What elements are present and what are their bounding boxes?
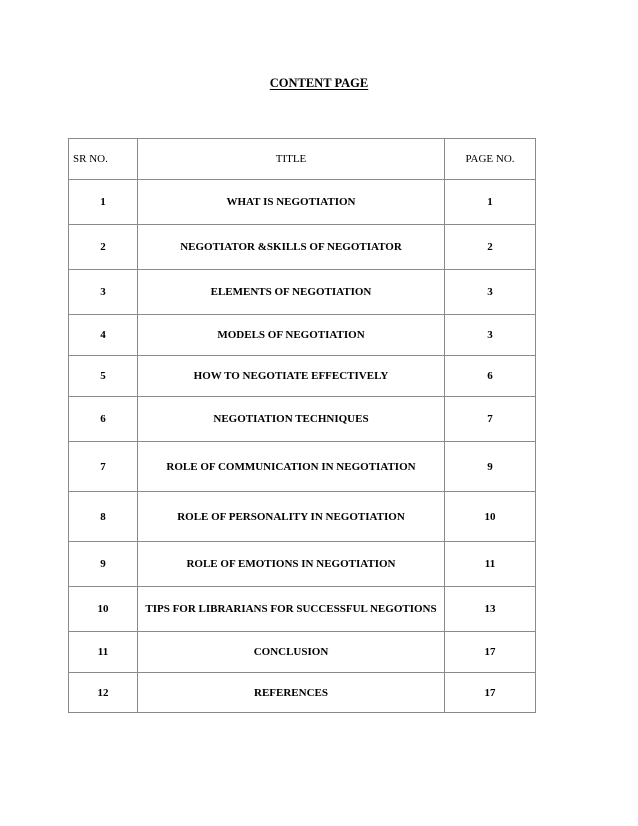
table-row xyxy=(69,492,536,542)
table-row xyxy=(69,632,536,673)
row-page-no: 2 xyxy=(445,225,536,270)
row-sr-no: 1 xyxy=(69,180,138,225)
row-title: ROLE OF COMMUNICATION IN NEGOTIATION xyxy=(138,442,445,492)
table-row xyxy=(69,442,536,492)
row-sr-no: 7 xyxy=(69,442,138,492)
row-title: ELEMENTS OF NEGOTIATION xyxy=(138,270,445,315)
table-row xyxy=(69,356,536,397)
row-sr-no: 3 xyxy=(69,270,138,315)
row-sr-no: 8 xyxy=(69,492,138,542)
header-sr-no: SR NO. xyxy=(69,139,138,180)
row-title: TIPS FOR LIBRARIANS FOR SUCCESSFUL NEGOTIONS xyxy=(138,587,445,632)
row-page-no: 7 xyxy=(445,397,536,442)
row-sr-no: 2 xyxy=(69,225,138,270)
row-title: NEGOTIATOR &SKILLS OF NEGOTIATOR xyxy=(138,225,445,270)
row-page-no: 10 xyxy=(445,492,536,542)
row-page-no: 11 xyxy=(445,542,536,587)
row-sr-no: 5 xyxy=(69,356,138,397)
row-sr-no: 6 xyxy=(69,397,138,442)
table-row xyxy=(69,180,536,225)
row-page-no: 17 xyxy=(445,673,536,713)
row-sr-no: 11 xyxy=(69,632,138,673)
row-title: WHAT IS NEGOTIATION xyxy=(138,180,445,225)
row-title: REFERENCES xyxy=(138,673,445,713)
row-page-no: 9 xyxy=(445,442,536,492)
row-page-no: 6 xyxy=(445,356,536,397)
row-title: CONCLUSION xyxy=(138,632,445,673)
table-row xyxy=(69,315,536,356)
row-title: HOW TO NEGOTIATE EFFECTIVELY xyxy=(138,356,445,397)
row-page-no: 1 xyxy=(445,180,536,225)
row-sr-no: 9 xyxy=(69,542,138,587)
row-title: NEGOTIATION TECHNIQUES xyxy=(138,397,445,442)
row-title: MODELS OF NEGOTIATION xyxy=(138,315,445,356)
row-page-no: 13 xyxy=(445,587,536,632)
row-page-no: 3 xyxy=(445,315,536,356)
row-page-no: 17 xyxy=(445,632,536,673)
row-sr-no: 4 xyxy=(69,315,138,356)
page-title: CONTENT PAGE xyxy=(269,76,369,90)
row-title: ROLE OF EMOTIONS IN NEGOTIATION xyxy=(138,542,445,587)
table-row xyxy=(69,673,536,713)
header-page-no: PAGE NO. xyxy=(445,139,536,180)
table-row xyxy=(69,270,536,315)
row-page-no: 3 xyxy=(445,270,536,315)
table-header-row xyxy=(69,139,536,180)
row-sr-no: 12 xyxy=(69,673,138,713)
table-row xyxy=(69,397,536,442)
table-row xyxy=(69,587,536,632)
header-title: TITLE xyxy=(138,139,445,180)
row-title: ROLE OF PERSONALITY IN NEGOTIATION xyxy=(138,492,445,542)
contents-table xyxy=(68,138,536,713)
table-row xyxy=(69,542,536,587)
row-sr-no: 10 xyxy=(69,587,138,632)
table-row xyxy=(69,225,536,270)
